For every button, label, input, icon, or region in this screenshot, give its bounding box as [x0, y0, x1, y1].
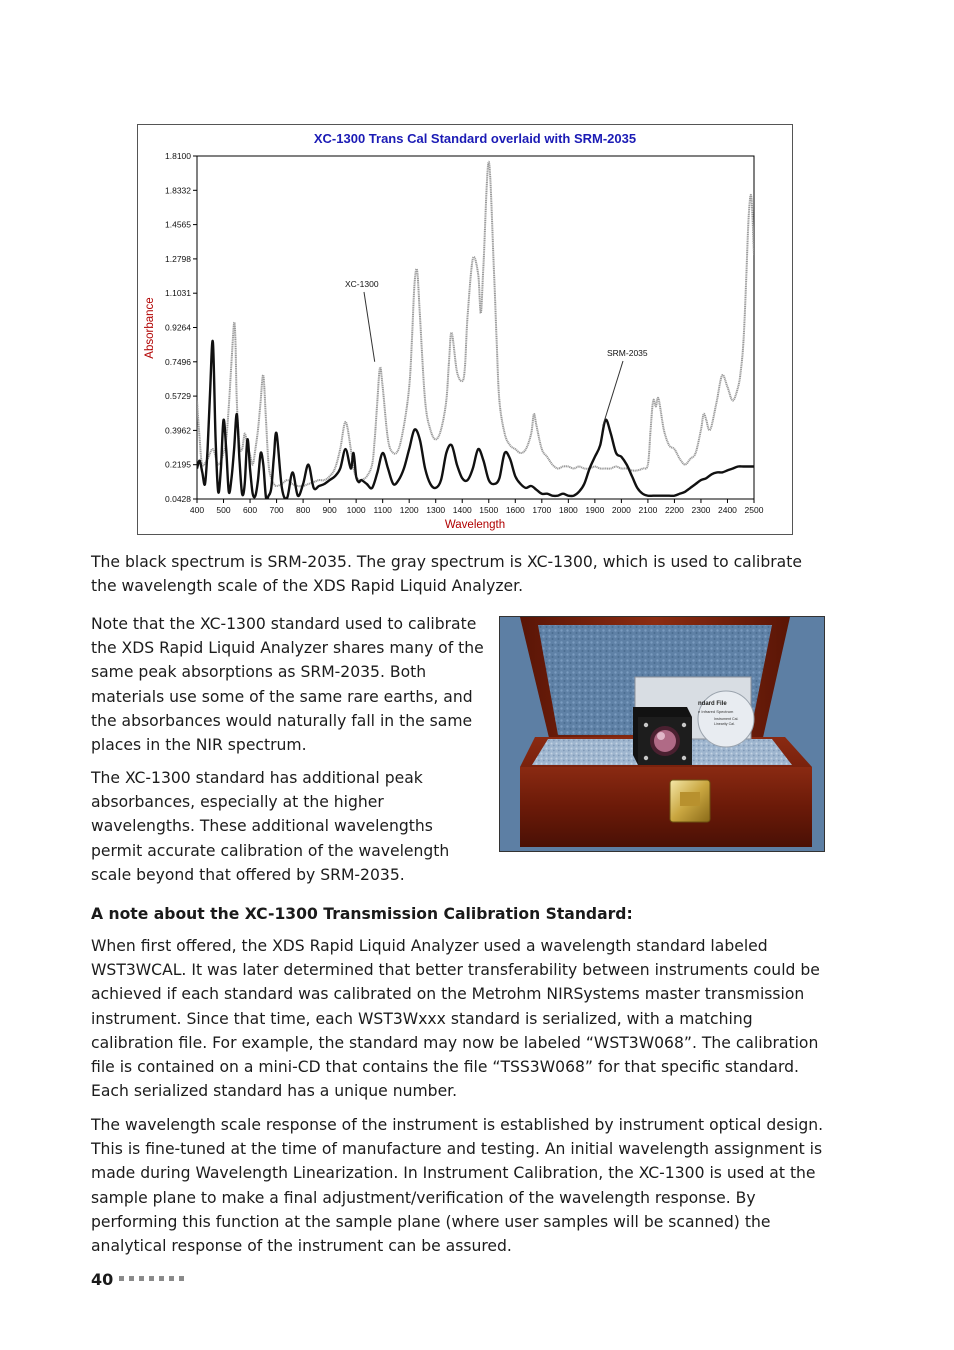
x-tick-label: 500	[216, 505, 231, 515]
spectrum-chart	[137, 124, 793, 535]
x-tick-label: 400	[189, 505, 205, 515]
footer-dot-rule	[119, 1276, 184, 1281]
footer-dot	[129, 1276, 134, 1281]
x-tick-label: 1300	[426, 505, 446, 515]
x-tick-label: 1700	[532, 505, 552, 515]
x-tick-label: 2100	[638, 505, 658, 515]
paragraph-additional-peaks: The XC-1300 standard has additional peak absorbances, especially at the higher wavelengths. These additional wavelengths permit accurate calibration of the wavelength scale beyond that offered by SRM-2035.	[91, 769, 450, 884]
y-tick-label: 1.8100	[165, 151, 191, 161]
y-tick-label: 0.2195	[165, 459, 191, 470]
x-tick-label: 2300	[691, 505, 711, 515]
y-tick-label: 1.2798	[165, 253, 191, 264]
x-tick-label: 1900	[585, 505, 605, 515]
page-number: 40	[91, 1270, 114, 1289]
annotation-srm-2035-label: SRM-2035	[607, 348, 648, 358]
x-tick-label: 2500	[744, 505, 764, 515]
x-tick-label: 1400	[452, 505, 472, 515]
plot-area	[197, 156, 754, 499]
photo-cd-label-line-1: ndard File	[698, 701, 727, 707]
x-tick-label: 1100	[373, 505, 392, 515]
y-axis	[165, 151, 197, 504]
footer-dot	[149, 1276, 154, 1281]
photo-cd-label-line-4: Linearity Cal.	[714, 722, 735, 726]
y-tick-label: 0.7496	[165, 356, 191, 367]
photo-illustration	[500, 617, 825, 852]
chart-svg	[138, 125, 794, 536]
y-axis-label: Absorbance	[144, 297, 156, 359]
x-tick-label: 1800	[558, 505, 578, 515]
y-tick-label: 0.5729	[165, 391, 191, 402]
x-tick-label: 1600	[505, 505, 525, 515]
chart-caption: The black spectrum is SRM-2035. The gray spectrum is XC-1300, which is used to calibrate the wavelength scale of the XDS Rapid Liquid Analyzer.	[91, 553, 802, 596]
footer-dot	[159, 1276, 164, 1281]
x-tick-label: 2400	[718, 505, 737, 515]
x-axis	[190, 499, 764, 515]
photo-cd-label-line-3: Instrument Cal.	[714, 717, 739, 721]
x-tick-label: 800	[296, 505, 311, 515]
x-tick-label: 600	[242, 505, 258, 515]
x-axis-label: Wavelength	[444, 519, 506, 531]
y-tick-label: 0.0428	[165, 494, 191, 504]
photo-cd-label-line-2: e Infrared Spectrum	[698, 709, 734, 714]
annotation-xc-1300-label: XC-1300	[345, 279, 379, 289]
paragraph-shared-peaks: Note that the XC-1300 standard used to calibrate the XDS Rapid Liquid Analyzer shares many of the same peak absorptions as SRM-2035. Both materials use some of the same rare earths, and the absorbances would naturally fall in the same places in the NIR spectrum.	[91, 615, 484, 755]
paragraph-wavelength-response: The wavelength scale response of the instrument is established by instrument optical design. This is fine-tuned at the time of manufacture and testing. An initial wavelength assignment is made during Wavelength Linearization. In Instrument Calibration, the XC-1300 is used at the sample plane to make a final adjustment/verification of the wavelength response. By performing this function at the sample plane (where user samples will be scanned) the analytical response of the instrument can be assured.	[91, 1116, 824, 1256]
chart-title: XC-1300 Trans Cal Standard overlaid with SRM-2035	[313, 131, 637, 146]
section-heading: A note about the XC-1300 Transmission Calibration Standard:	[91, 905, 633, 923]
x-tick-label: 1500	[479, 505, 499, 515]
calibration-standard-photo	[499, 616, 825, 852]
footer-dot	[119, 1276, 124, 1281]
x-tick-label: 1000	[346, 505, 366, 515]
x-tick-label: 2000	[611, 505, 631, 515]
y-tick-label: 1.1031	[165, 288, 191, 299]
y-tick-label: 0.9264	[165, 322, 191, 333]
x-tick-label: 1200	[399, 505, 419, 515]
x-tick-label: 900	[322, 505, 337, 515]
y-tick-label: 1.8332	[165, 185, 191, 196]
paragraph-serialization-history: When first offered, the XDS Rapid Liquid Analyzer used a wavelength standard labeled WST3WCAL. It was later determined that better transferability between instruments could be achieved if each standard was calibrated on the Metrohm NIRSystems master transmission instrument. Since that time, each WST3Wxxx standard is serialized, with a matching calibration file. For example, the standard may now be labeled “WST3W068”. The calibration file is contained on a mini-CD that contains the file “TSS3W068” for that specific standard. Each serialized standard has a unique number.	[91, 937, 820, 1101]
y-tick-label: 0.3962	[165, 425, 191, 436]
footer-dot	[179, 1276, 184, 1281]
footer-dot	[139, 1276, 144, 1281]
x-tick-label: 700	[269, 505, 284, 515]
y-tick-label: 1.4565	[165, 219, 191, 230]
x-tick-label: 2200	[664, 505, 684, 515]
footer-dot	[169, 1276, 174, 1281]
